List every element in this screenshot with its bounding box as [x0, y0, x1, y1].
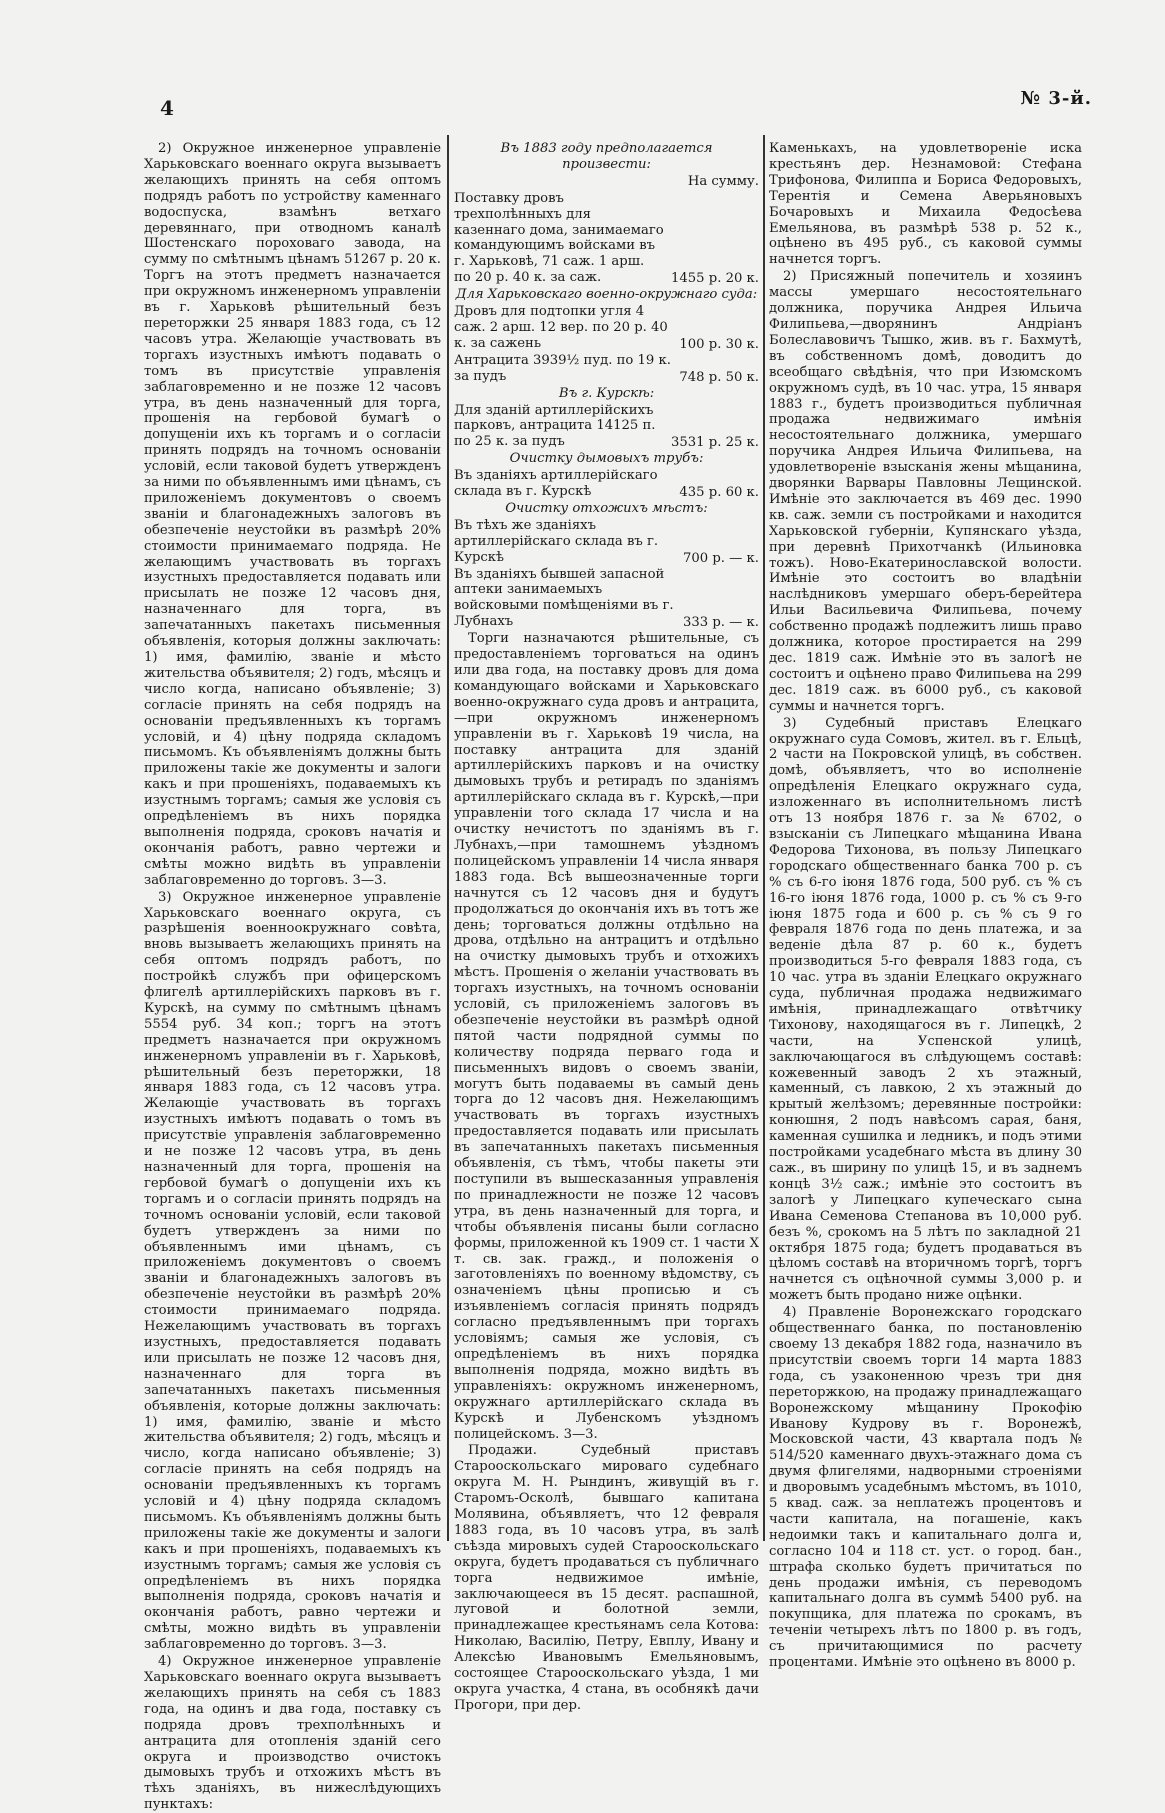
list-item [454, 353, 759, 386]
item-description: Въ зданіяхъ бывшей запасной аптеки занимаемыхъ войсковыми помѣщеніями въ г. Лубнахъ [454, 566, 674, 630]
item-amount: 700 р. — к. [682, 550, 759, 566]
item-description: Антрацита 3939½ пуд. по 19 к. за пудъ [454, 352, 671, 384]
issue-number: № 3-й. [1020, 88, 1092, 109]
notice-paragraph: 2) Окружное инженерное управленіе Харьковскаго военнаго округа вызываетъ желающихъ принять на себя оптомъ подрядъ работъ по устройству каменнаго водоспуска, взамѣнъ ветхаго деревяннаго, при отводномъ каналѣ Шостенскаго пороховаго завода, на сумму по смѣтнымъ цѣнамъ 51267 р. 20 к. Торгъ на этотъ предметъ назначается при окружномъ инженерномъ управленіи въ г. Харьковѣ рѣшительный безъ переторжки 25 января 1883 года, съ 12 часовъ утра. Желающіе участвовать въ торгахъ изустныхъ имѣютъ подавать о томъ въ присутствіе управленія заблаговременно и не позже 12 часовъ утра, въ день назначенный для торга, прошенія на гербовой бумагѣ о допущеніи ихъ къ торгамъ и о согласіи принять подрядъ на точномъ основаніи условій, если таковой будетъ утвержденъ за ними по объявленнымъ ими цѣнамъ, съ приложеніемъ документовъ о своемъ званіи и благонадежныхъ залоговъ въ обезпеченіе неустойки въ размѣрѣ 20% стоимости принимаемаго подряда. Не желающимъ участвовать въ торгахъ изустныхъ предоставляется подавать или присылать не позже 12 часовъ дня, назначеннаго для торга, въ запечатанныхъ пакетахъ письменныя объявленія, которыя должны заключать: 1) имя, фамилію, званіе и мѣсто жительства объявителя; 2) годъ, мѣсяцъ и число когда, написано объявленіе; 3) согласіе принять на себя подрядъ на основаніи предъявленныхъ къ торгамъ условій, и 4) цѣну подряда складомъ письмомъ. Къ объявленіямъ должны быть приложены такіе же документы и залоги какъ и при прошеніяхъ, подаваемыхъ къ изустнымъ торгамъ; самыя же условія съ опредѣленіемъ въ нихъ порядка выполненія подряда, сроковъ начатія и окончанія работъ, равно чертежи и смѣты можно видѣть въ управленіи заблаговременно до торговъ. 3—3. [144, 141, 441, 888]
item-amount: 3531 р. 25 к. [671, 435, 759, 451]
column-left [144, 141, 441, 1813]
notice-paragraph: 3) Окружное инженерное управленіе Харьковскаго военнаго округа, съ разрѣшенія военноокружнаго совѣта, вновь вызываетъ желающихъ принять на себя оптомъ подрядъ работъ, по постройкѣ службъ при офицерскомъ флигелѣ артиллерійскихъ парковъ въ г. Курскѣ, на сумму по смѣтнымъ цѣнамъ 5554 руб. 34 коп.; торгъ на этотъ предметъ назначается при окружномъ инженерномъ управленіи въ г. Харьковѣ, рѣшительный безъ переторжки, 18 января 1883 года, съ 12 часовъ утра. Желающіе участвовать въ торгахъ изустныхъ имѣютъ подавать о томъ въ присутствіе управленія заблаговременно и не позже 12 часовъ утра, въ день назначенный для торга, прошенія на гербовой бумагѣ о допущеніи ихъ къ торгамъ и о согласіи принять подрядъ на точномъ основаніи условій, если таковой будетъ утвержденъ за ними по объявленнымъ ими цѣнамъ, съ приложеніемъ документовъ о своемъ званіи и благонадежныхъ залоговъ въ обезпеченіе неустойки въ размѣрѣ 20% стоимости принимаемаго подряда. Нежелающимъ участвовать въ торгахъ изустныхъ, предоставляется подавать или присылать не позже 12 часовъ дня, назначеннаго для торга въ запечатанныхъ пакетахъ письменныя объявленія, которые должны заключать: 1) имя, фамилію, званіе и мѣсто жительства объявителя; 2) годъ, мѣсяцъ и число, когда написано объявленіе; 3) согласіе принять на себя подрядъ на основаніи предъявленныхъ къ торгамъ условій и 4) цѣну подряда складомъ письмомъ. Къ объявленіямъ должны быть приложены такіе же документы и залоги какъ и при прошеніяхъ, подаваемыхъ къ изустнымъ торгамъ; самыя же условія съ опредѣленіемъ въ нихъ порядка выполненія подряда, сроковъ начатія и окончанія работъ, равно чертежи и смѣты, можно видѣть въ управленіи заблаговременно до торговъ. 3—3. [144, 889, 441, 1653]
column-middle [454, 141, 759, 1713]
item-amount: 1455 р. 20 к. [671, 271, 759, 287]
notice-paragraph: 3) Судебный приставъ Елецкаго окружнаго суда Сомовъ, жител. въ г. Ельцѣ, 2 части на Покровской улицѣ, въ собствен. домѣ, объявляетъ, что во исполненіе опредѣленія Елецкаго окружнаго суда, изложеннаго въ исполнительномъ листѣ отъ 13 ноября 1876 г. за № 6702, о взысканіи съ Липецкаго мѣщанина Ивана Федорова Тихонова, въ пользу Липецкаго городскаго общественнаго банка 700 р. съ % съ 6-го іюня 1876 года, 500 руб. съ % съ 16-го іюня 1876 года, 1000 р. съ % съ 9-го іюня 1875 года и 600 р. съ % съ 9 го февраля 1876 года по день платежа, и за веденіе дѣла 87 р. 60 к., будетъ производиться 5-го февраля 1883 года, съ 10 час. утра въ зданіи Елецкаго окружнаго суда, публичная продажа недвижимаго имѣнія, принадлежащаго отвѣтчику Тихонову, находящагося въ г. Липецкѣ, 2 части, на Успенской улицѣ, заключающагося въ слѣдующемъ составѣ: кожевенный заводъ 2 хъ этажный, каменный, съ лавкою, 2 хъ этажный до крытый желѣзомъ; деревянные постройки: конюшня, 2 подъ навѣсомъ сарая, баня, каменная сушилка и ледникъ, и подъ этими постройками усадебнаго мѣста въ длину 30 саж., въ ширину по улицѣ 15, и въ заднемъ концѣ 3½ саж.; имѣніе это состоитъ въ залогѣ у Липецкаго купеческаго сына Ивана Семенова Степанова въ 10,000 руб. безъ %, срокомъ на 5 лѣтъ по закладной 21 октября 1875 года; будетъ продаваться въ цѣломъ составѣ на вторичномъ торгѣ, торгъ начнется съ оцѣночной суммы 3,000 р. и можетъ быть продано ниже оцѣнки. [769, 715, 1082, 1304]
item-amount: 748 р. 50 к. [679, 369, 759, 385]
section-intro: Въ 1883 году предполагается произвести: [500, 141, 713, 172]
list-item [454, 468, 759, 501]
list-item [454, 518, 759, 567]
item-description: Дровъ для подтопки угля 4 саж. 2 арш. 12 вер. по 20 р. 40 к. за сажень [454, 304, 668, 351]
notice-paragraph: Торги назначаются рѣшительные, съ предоставленіемъ торговаться на одинъ или два года, на поставку дровъ для дома командующаго войсками и Харьковскаго военно-окружнаго суда дровъ и антрацита,—при окружномъ инженерномъ управленіи въ г. Харьковѣ 19 числа, на поставку антрацита для зданій артиллерійскихъ парковъ и на очистку дымовыхъ трубъ и ретирадъ по зданіямъ артиллерійскаго склада въ г. Курскѣ,—при управленіи того склада 17 числа и на очистку нечистотъ по зданіямъ въ г. Лубнахъ,—при тамошнемъ уѣздномъ полицейскомъ управленіи 14 числа января 1883 года. Всѣ вышеозначенные торги начнутся съ 12 часовъ дня и будутъ продолжаться до окончанія ихъ въ тотъ же день; торговаться должны отдѣльно на дрова, отдѣльно на антрацитъ и отдѣльно на очистку дымовыхъ трубъ и отхожихъ мѣстъ. Прошенія о желаніи участвовать въ торгахъ изустныхъ, на точномъ основаніи условій, съ приложеніемъ залоговъ въ обезпеченіе неустойки въ размѣрѣ одной пятой части подрядной суммы по количеству подряда перваго года и письменныхъ видовъ о своемъ званіи, могутъ быть подаваемы въ самый день торга до 12 часовъ дня. Нежелающимъ участвовать въ торгахъ изустныхъ предоставляется подавать или присылать въ запечатанныхъ пакетахъ письменныя объявленія, съ тѣмъ, чтобы пакеты эти поступили въ вышесказанныя управленія по принадлежности не позже 12 часовъ утра, въ день назначенный для торга, и чтобы объявленія писаны были согласно формы, приложенной къ 1909 ст. 1 части X т. св. зак. гражд., и положенія о заготовленіяхъ по военному вѣдомству, съ означеніемъ цѣны прописью и съ изъявленіемъ согласія принять подрядъ согласно предъявленнымъ при торгахъ условіямъ; самыя же условія, съ опредѣленіемъ въ нихъ порядка выполненія подряда, можно видѣть въ управленіяхъ: окружномъ инженерномъ, окружнаго артиллерійскаго склада въ Курскѣ и Лубенскомъ уѣздномъ полицейскомъ. 3—3. [454, 631, 759, 1442]
section-heading: Очистку отхожихъ мѣстъ: [505, 500, 708, 516]
column-rule [763, 135, 765, 1541]
item-description: Въ зданіяхъ артиллерійскаго склада въ г. Курскѣ [454, 468, 658, 500]
list-item [454, 304, 759, 353]
notice-paragraph: 2) Присяжный попечитель и хозяинъ массы умершаго несостоятельнаго должника, поручика Андрея Ильича Филипьева,—дворянинъ Андріанъ Болеславовичъ Тышко, жив. въ г. Бахмутѣ, въ собственномъ домѣ, доводитъ до всеобщаго свѣдѣнія, что при Изюмскомъ окружномъ судѣ, въ 10 час. утра, 15 января 1883 г., будетъ производиться публичная продажа недвижимаго имѣнія несостоятельнаго должника, умершаго поручика Андрея Ильича Филипьева, на удовлетвореніе взысканія жены мѣщанина, дворянки Варвары Павловны Лещинской. Имѣніе это заключается въ 469 дес. 1990 кв. саж. земли съ постройками и находится Харьковской губерніи, Купянскаго уѣзда, при деревнѣ Прихотчанкѣ (Ильиновка тожъ). Ново-Екатеринославской волости. Имѣніе это состоитъ во владѣніи наслѣдниковъ умершаго оберъ-берейтера Ильи Васильевича Филипьева, почему собственно продажѣ подлежитъ лишь право должника, которое простирается на 299 дес. 1819 саж. Имѣніе это въ залогѣ не состоитъ и оцѣнено право Филипьева на 299 дес. 1819 саж. въ 6000 руб., съ каковой суммы и начнется торгъ. [769, 269, 1082, 714]
notice-paragraph: 4) Правленіе Воронежскаго городскаго общественнаго банка, по постановленію своему 13 декабря 1882 года, назначило въ присутствіи своемъ торги 14 марта 1883 года, съ узаконенною чрезъ три дня переторжкою, на продажу принадлежащаго Воронежскому мѣщанину Прокофію Иванову Кудрову въ г. Воронежѣ, Московской части, 43 квартала подъ № 514/520 каменнаго двухъ-этажнаго дома съ двумя флигелями, надворными строеніями и дворовымъ усадебнымъ мѣстомъ, въ 1010, 5 квад. саж. за неплатежъ процентовъ и части капитала, на погашеніе, какъ недоимки такъ и капитальнаго долга и, согласно 104 и 118 ст. уст. о город. бан., штрафа сколько будетъ причитаться по день продажи имѣнія, съ переводомъ капитальнаго долга въ суммѣ 5400 руб. на покупщика, для платежа по срокамъ, въ теченіи четырехъ лѣтъ по 1800 р. въ годъ, съ причитающимися по расчету процентами. Имѣніе это оцѣнено въ 8000 р. [769, 1305, 1082, 1671]
notice-paragraph: Продажи. Судебный приставъ Старооскольскаго мироваго судебнаго округа М. Н. Рындинъ, живущій въ г. Старомъ-Осколѣ, бывшаго капитана Молявина, объявляетъ, что 12 февраля 1883 года, въ 10 часовъ утра, въ залѣ съѣзда мировыхъ судей Старооскольскаго округа, будетъ продаваться съ публичнаго торга недвижимое имѣніе, заключающееся въ 15 десят. распашной, луговой и болотной земли, принадлежащее крестьянамъ села Котова: Николаю, Василію, Петру, Евплу, Ивану и Алексѣю Ивановымъ Емельяновымъ, состоящее Старооскольскаго уѣзда, 1 ми округа участка, 4 стана, въ особнякѣ дачи Прогори, при дер. [454, 1443, 759, 1713]
item-amount: 435 р. 60 к. [679, 485, 759, 501]
sum-label: На сумму. [687, 173, 759, 189]
column-rule [447, 135, 449, 1541]
list-item [454, 567, 759, 632]
column-right [769, 141, 1082, 1671]
section-heading: Въ г. Курскѣ: [558, 385, 655, 401]
section-heading: Очистку дымовыхъ трубъ: [509, 451, 704, 467]
item-description: Для зданій артиллерійскихъ парковъ, антрацита 14125 п. по 25 к. за пудъ [454, 402, 656, 450]
page-number: 4 [160, 96, 174, 120]
item-amount: 100 р. 30 к. [679, 336, 759, 352]
item-amount: 333 р. — к. [682, 615, 759, 631]
item-description: Въ тѣхъ же зданіяхъ артиллерійскаго склада въ г. Курскѣ [454, 517, 659, 565]
notice-paragraph: 4) Окружное инженерное управленіе Харьковскаго военнаго округа вызываетъ желающихъ принять на себя съ 1883 года, на одинъ и два года, поставку съ подряда дровъ трехполѣнныхъ и антрацита для отопленія зданій сего округа и производство очистокъ дымовыхъ трубъ и отхожихъ мѣстъ въ тѣхъ зданіяхъ, въ нижеслѣдующихъ пунктахъ: [144, 1654, 441, 1813]
item-description: Поставку дровъ трехполѣнныхъ для казеннаго дома, занимаемаго командующимъ войсками въ г. Харьковѣ, 71 саж. 1 арш. по 20 р. 40 к. за саж. [454, 190, 664, 286]
section-heading: Для Харьковскаго военно-окружнаго суда: [455, 287, 758, 303]
list-item [454, 191, 759, 287]
list-item [454, 403, 759, 452]
notice-paragraph: Каменькахъ, на удовлетвореніе иска крестьянъ дер. Незнамовой: Стефана Трифонова, Филиппа и Бориса Федоровыхъ, Терентія и Семена Аверьяновыхъ Бочаровыхъ и Михаила Федосѣева Емельянова, въ размѣрѣ 538 р. 52 к., оцѣнено въ 495 руб., съ каковой суммы начнется торгъ. [769, 141, 1082, 268]
